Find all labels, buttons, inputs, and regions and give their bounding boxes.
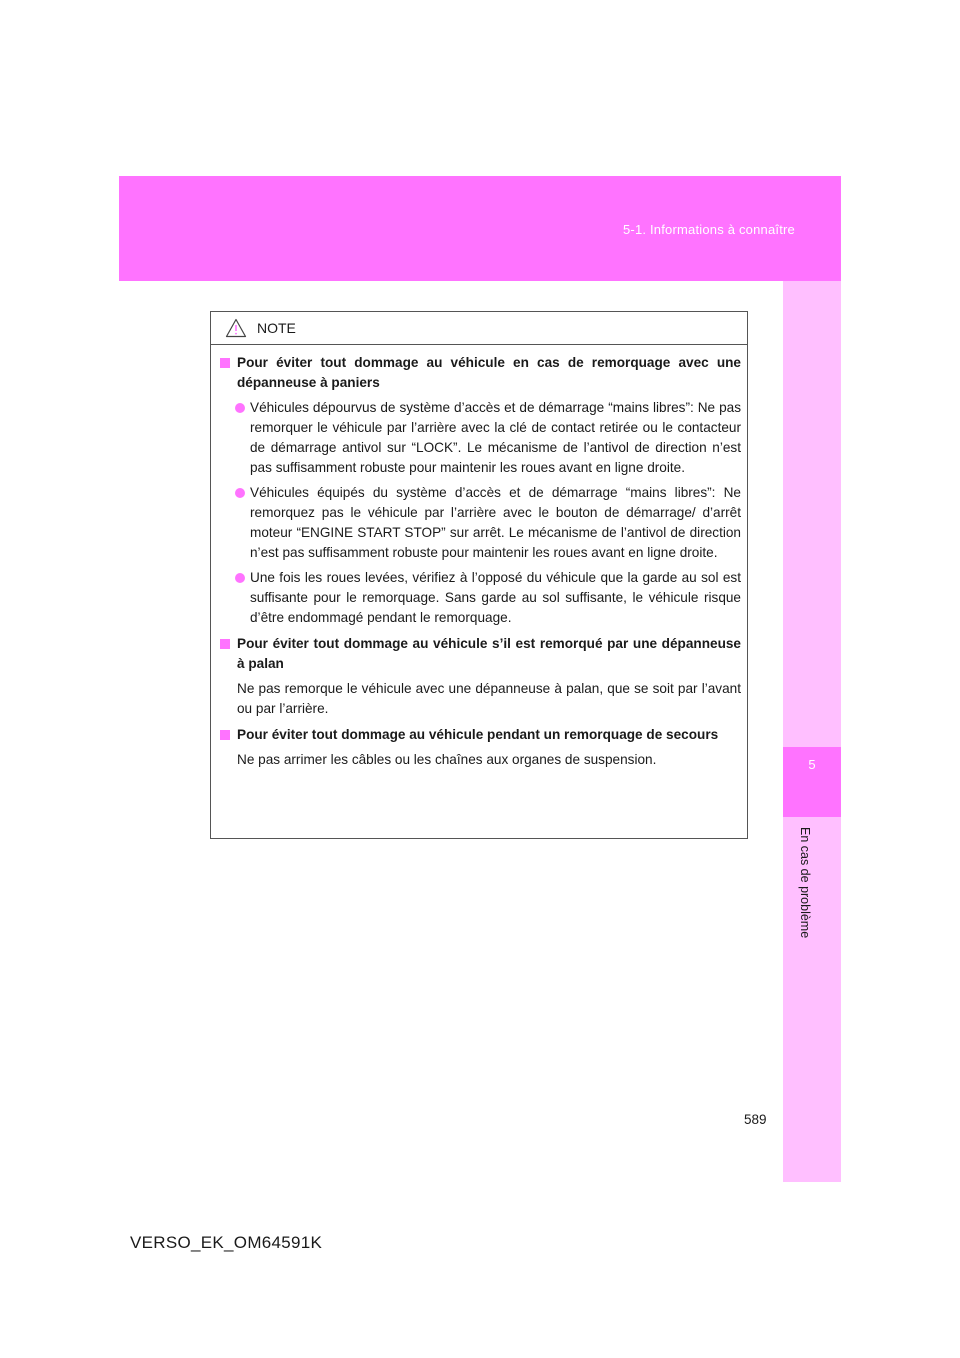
note-body — [211, 345, 747, 770]
page-number: 589 — [744, 1112, 767, 1127]
document-code: VERSO_EK_OM64591K — [130, 1233, 323, 1252]
pink-square-bullet-icon — [220, 730, 230, 740]
list-item-text: Une fois les roues levées, vérifiez à l’opposé du véhicule que la garde au sol est suffisante pour le remorquage. Sans garde au sol suffisante, le véhicule risque d’être endommagé pendant le remorquage. — [250, 570, 741, 625]
section-heading — [219, 725, 741, 745]
list-item — [219, 398, 741, 478]
pink-dot-bullet-icon — [235, 488, 245, 498]
section-heading-text: Pour éviter tout dommage au véhicule pendant un remorquage de secours — [237, 727, 719, 742]
note-title: NOTE — [257, 320, 296, 336]
note-box — [210, 311, 748, 839]
pink-dot-bullet-icon — [235, 403, 245, 413]
section-title: 5-1. Informations à connaître — [622, 222, 795, 237]
paragraph: Ne pas arrimer les câbles ou les chaînes aux organes de suspension. — [237, 752, 657, 767]
paragraph: Ne pas remorque le véhicule avec une dépanneuse à palan, que se soit par l’avant ou par l’arrière. — [237, 681, 741, 716]
chapter-number: 5 — [808, 757, 816, 772]
section-heading-text: Pour éviter tout dommage au véhicule s’il est remorqué par une dépanneuse à palan — [237, 636, 741, 671]
list-item — [219, 568, 741, 628]
warning-triangle-icon — [225, 318, 247, 338]
chapter-label-text: En cas de problème — [798, 827, 812, 939]
chapter-tab — [783, 747, 841, 817]
pink-dot-bullet-icon — [235, 573, 245, 583]
section-heading-text: Pour éviter tout dommage au véhicule en cas de remorquage avec une dépanneuse à paniers — [237, 355, 741, 390]
header-band — [119, 176, 841, 281]
list-item-text: Véhicules dépourvus de système d’accès et de démarrage “mains libres”: Ne pas remorquer le véhicule par l’arrière avec la clé de contact retirée ou le contacteur de démarrage antivol sur “LOCK”. Le mécanisme de l’antivol de direction n’est pas suffisamment robuste pour maintenir les roues avant en ligne droite. — [250, 400, 741, 475]
list-item — [219, 483, 741, 563]
pink-square-bullet-icon — [220, 639, 230, 649]
section-heading — [219, 634, 741, 674]
note-header — [211, 312, 747, 345]
list-item-text: Véhicules équipés du système d’accès et de démarrage “mains libres”: Ne remorquez pas le véhicule par l’arrière avec le bouton de démarrage/ d’arrêt moteur “ENGINE START STOP” sur arrêt. Le mécanisme de l’antivol de direction n’est pas suffisamment robuste pour maintenir les roues avant en ligne droite. — [250, 485, 741, 560]
pink-square-bullet-icon — [220, 358, 230, 368]
section-heading — [219, 353, 741, 393]
chapter-side-strip — [783, 281, 841, 1182]
